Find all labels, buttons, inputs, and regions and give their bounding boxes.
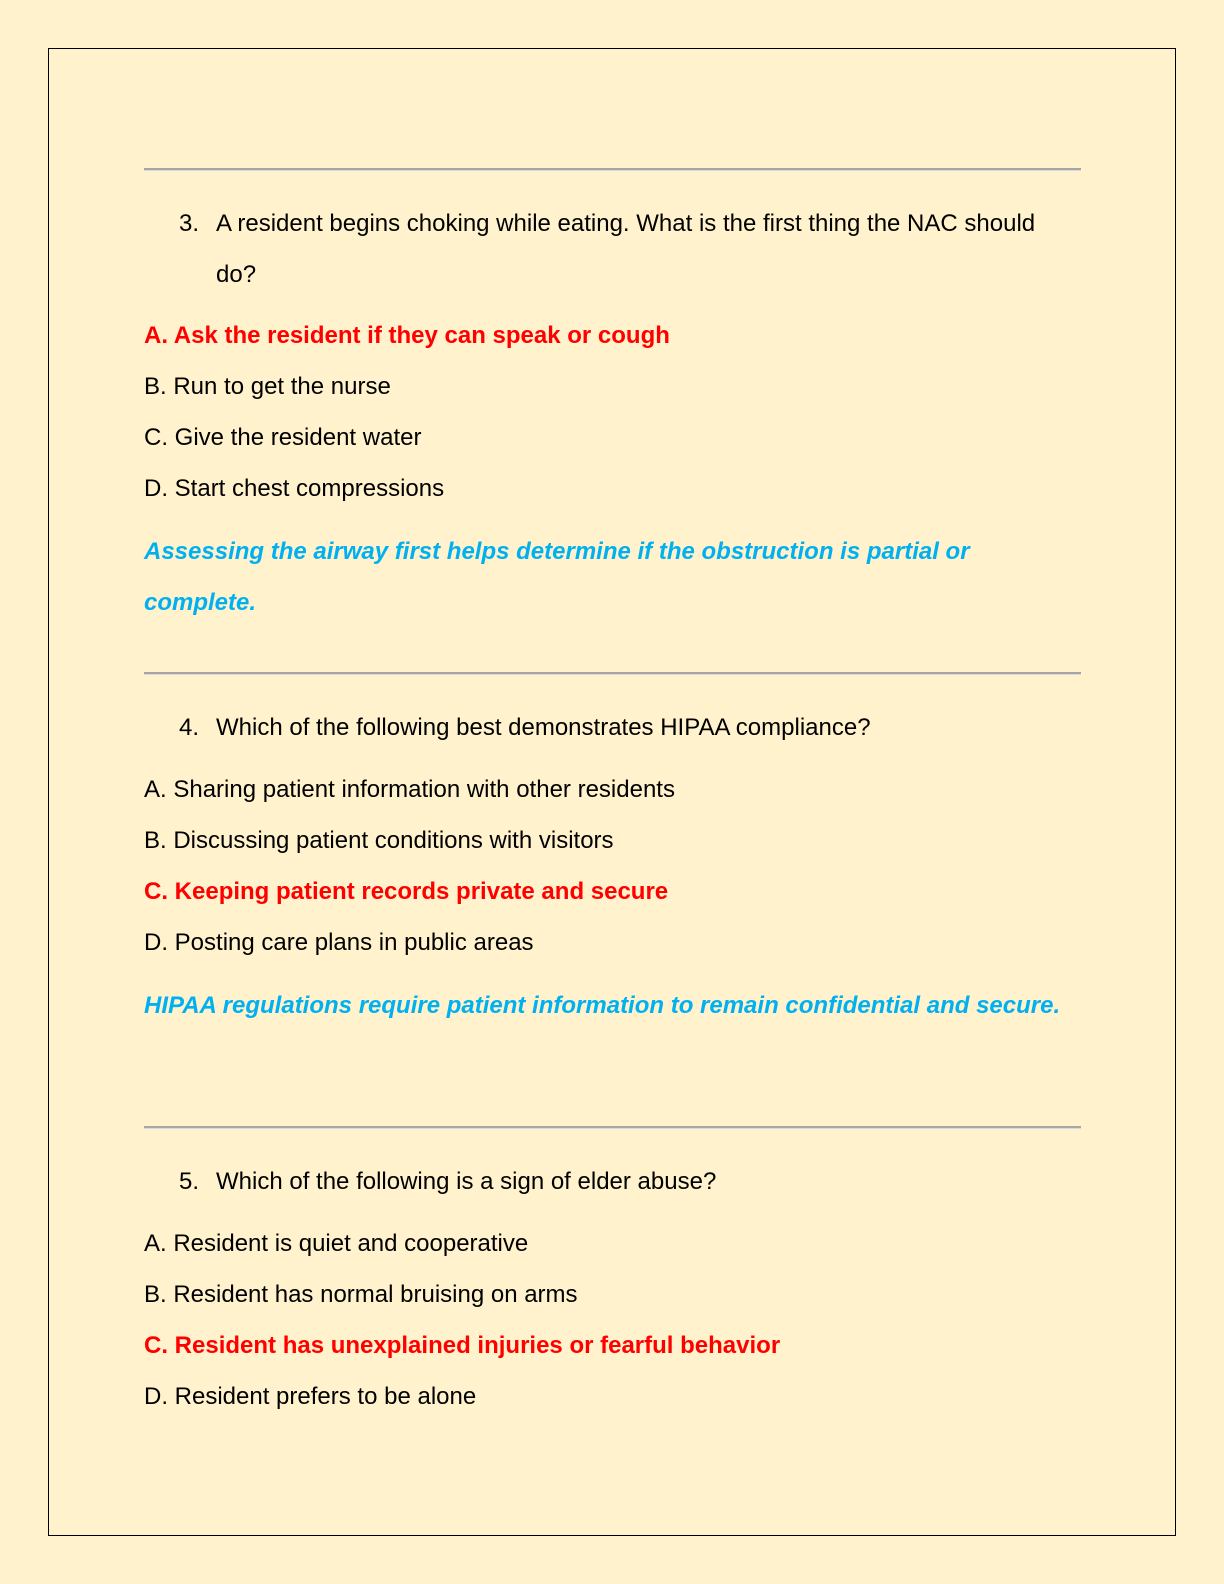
option-c-correct: C. Keeping patient records private and secure [144,878,669,905]
question-prompt: Which of the following best demonstrates HIPAA compliance? [216,714,871,741]
question-prompt: A resident begins choking while eating. What is the first thing the NAC should do? [216,210,1036,288]
option-d: D. Start chest compressions [144,475,445,502]
explanation-4 [144,980,1081,1031]
question-text [144,198,1081,300]
option-b: B. Discussing patient conditions with visitors [144,827,614,854]
option-b: B. Run to get the nurse [144,373,391,400]
question-text [144,1156,1081,1207]
option-d: D. Resident prefers to be alone [144,1383,477,1410]
section-divider [144,1126,1081,1128]
question-number: 4. [179,714,200,741]
question-block-4 [144,702,1081,753]
option-c: C. Give the resident water [144,424,422,451]
question-prompt: Which of the following is a sign of elder abuse? [216,1168,717,1195]
answer-options-3 [144,320,1081,524]
question-text [144,702,1081,753]
option-d: D. Posting care plans in public areas [144,929,534,956]
question-number: 3. [179,210,200,237]
question-number: 5. [179,1168,200,1195]
question-block-3 [144,198,1081,300]
option-a: A. Sharing patient information with other residents [144,776,675,803]
section-divider [144,168,1081,170]
explanation-3 [144,526,1081,628]
option-a: A. Resident is quiet and cooperative [144,1230,529,1257]
option-b: B. Resident has normal bruising on arms [144,1281,578,1308]
explanation-text: HIPAA regulations require patient information to remain confidential and secure. [144,992,1061,1019]
question-block-5 [144,1156,1081,1207]
answer-options-4 [144,774,1081,978]
explanation-text: Assessing the airway first helps determine if the obstruction is partial or complete. [144,538,970,616]
option-a-correct: A. Ask the resident if they can speak or cough [144,322,670,349]
answer-options-5 [144,1228,1081,1432]
option-c-correct: C. Resident has unexplained injuries or fearful behavior [144,1332,781,1359]
section-divider [144,672,1081,674]
